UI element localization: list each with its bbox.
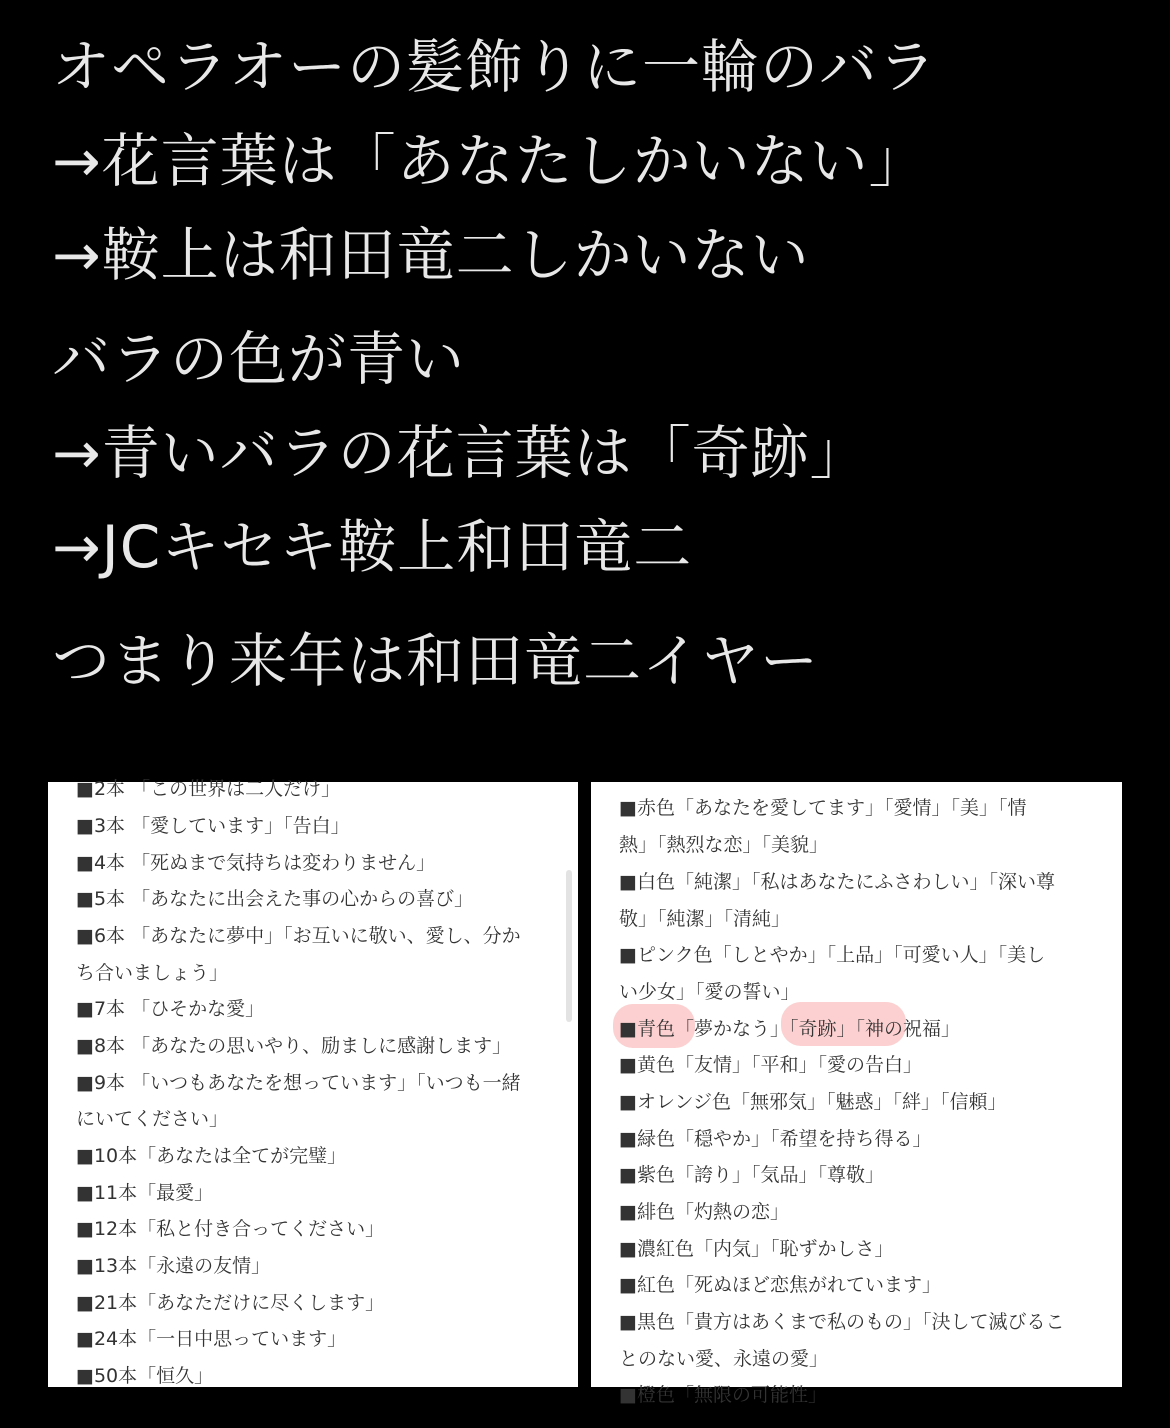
- list-item: ■黄色「友情」「平和」「愛の告白」: [619, 1054, 922, 1076]
- list-item: ■ピンク色「しとやか」「上品」「可愛い人」「美し: [619, 944, 1046, 966]
- list-item: にいてください」: [76, 1108, 229, 1130]
- post-text: [52, 20, 1132, 708]
- list-item: ■50本「恒久」: [76, 1365, 214, 1387]
- list-item: ■6本 「あなたに夢中」「お互いに敬い、愛し、分か: [76, 925, 521, 947]
- list-item: ■紅色「死ぬほど恋焦がれています」: [619, 1274, 941, 1296]
- post-line: つまり来年は和田竜二イヤー: [52, 627, 820, 695]
- screenshot-rose-color-list: [591, 782, 1122, 1406]
- screenshot-rose-count-list: [48, 778, 578, 1387]
- list-item: ■濃紅色「内気」「恥ずかしさ」: [619, 1238, 894, 1260]
- list-item: ■白色「純潔」「私はあなたにふさわしい」「深い尊: [619, 871, 1055, 893]
- list-item: ■7本 「ひそかな愛」: [76, 998, 265, 1020]
- list-item: ■緑色「穏やか」「希望を持ち得る」: [619, 1128, 932, 1150]
- list-item: ■8本 「あなたの思いやり、励ましに感謝します」: [76, 1035, 512, 1057]
- post-line: →花言葉は「あなたしかいない」: [52, 127, 928, 195]
- list-item: い少女」「愛の誓い」: [619, 981, 800, 1003]
- list-item: ■12本「私と付き合ってください」: [76, 1218, 385, 1240]
- post-line: オペラオーの髪飾りに一輪のバラ: [52, 33, 938, 101]
- list-item: ■11本「最愛」: [76, 1182, 214, 1204]
- post-line: →青いバラの花言葉は「奇跡」: [52, 419, 869, 487]
- list-item: ■青色「夢かなう」「奇跡」「神の祝福」: [619, 1018, 960, 1040]
- list-item: ■21本「あなただけに尽くします」: [76, 1292, 385, 1314]
- attached-image[interactable]: [48, 778, 1122, 1406]
- post-line: →鞍上は和田竜二しかいない: [52, 221, 810, 289]
- list-item: ■オレンジ色「無邪気」「魅惑」「絆」「信頼」: [619, 1091, 1007, 1113]
- list-item: ■紫色「誇り」「気品」「尊敬」: [619, 1164, 884, 1186]
- list-item: ■10本「あなたは全てが完璧」: [76, 1145, 347, 1167]
- list-item: とのない愛、永遠の愛」: [619, 1348, 829, 1370]
- post-line: →JCキセキ鞍上和田竜二: [52, 513, 693, 581]
- list-item: ■2本 「この世界は二人だけ」: [76, 778, 341, 800]
- list-item: ■赤色「あなたを愛してます」「愛情」「美」「情: [619, 797, 1027, 819]
- list-item: ■13本「永遠の友情」: [76, 1255, 271, 1277]
- list-item: 敬」「純潔」「清純」: [619, 908, 791, 930]
- list-item: ■黒色「貴方はあくまで私のもの」「決して滅びるこ: [619, 1311, 1065, 1333]
- list-item: ■9本 「いつもあなたを想っています」「いつも一緒: [76, 1072, 521, 1094]
- list-item: ■24本「一日中思っています」: [76, 1328, 347, 1350]
- scrollbar: [566, 870, 572, 1022]
- list-item: ち合いましょう」: [76, 962, 229, 984]
- list-item: ■橙色「無限の可能性」: [619, 1384, 827, 1406]
- post-line: バラの色が青い: [52, 325, 466, 393]
- list-item: 熱」「熱烈な恋」「美貌」: [619, 834, 829, 856]
- list-item: ■緋色「灼熱の恋」: [619, 1201, 789, 1223]
- list-item: ■3本 「愛しています」「告白」: [76, 815, 350, 837]
- list-item: ■5本 「あなたに出会えた事の心からの喜び」: [76, 888, 474, 910]
- list-item: ■4本 「死ぬまで気持ちは変わりません」: [76, 852, 436, 874]
